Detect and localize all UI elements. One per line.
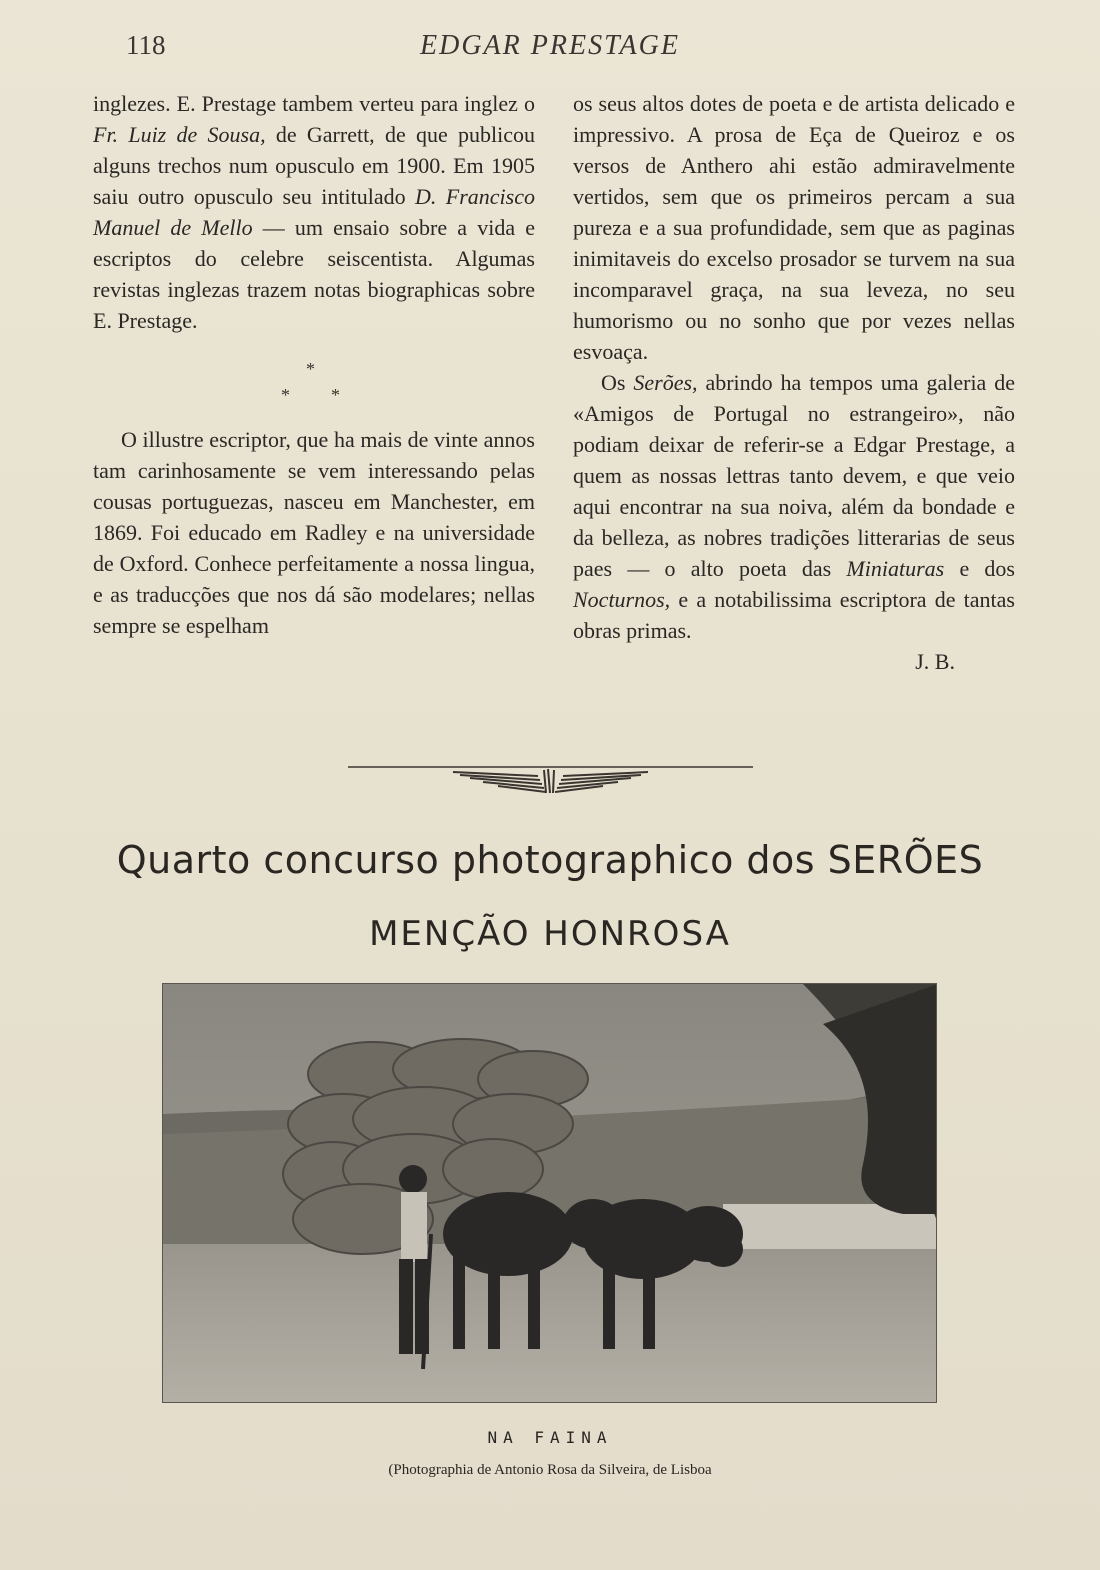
text-run: abrindo ha tempos uma galeria de «Amigos de Portugal no estrangeiro», não podiam deixar de referir-se a Edgar Prestage, a quem as nossas lettras tanto devem, e que veio aqui encontrar na sua noiva, além da bondade e da belleza, as nobres tradições litterarias de seus paes — o alto poeta das: [573, 370, 1016, 581]
italic-title-nocturnos: Nocturnos,: [573, 587, 671, 612]
photograph: [162, 983, 937, 1403]
text-run: — um ensaio sobre a vida e escriptos do celebre seiscentista. Algumas revistas inglezas trazem notas biographicas sobre E. Prestage.: [93, 215, 536, 333]
text-run: de Garrett, de que publicou alguns trechos num opusculo em 1900. Em 1905 saiu outro opusculo seu intitulado: [93, 122, 535, 209]
ornamental-divider: [348, 764, 753, 794]
photo-credit: (Photographia de Antonio Rosa da Silveira, de Lisboa: [388, 1462, 712, 1478]
italic-title-seroes: Serões,: [633, 370, 698, 395]
text-run: e a notabilissima escriptora de tantas obras primas.: [573, 587, 1015, 643]
photo-caption-title: NA FAINA: [487, 1428, 613, 1447]
signature: J. B.: [915, 649, 955, 674]
left-column: [93, 88, 535, 641]
text-run: inglezes. E. Prestage tambem verteu para inglez o: [93, 91, 535, 116]
italic-title-fr-luiz: Fr. Luiz de Sousa,: [93, 122, 266, 147]
italic-title-francisco-manuel: D. Francisco Manuel de Mello: [93, 184, 535, 240]
honourable-mention-heading: MENÇÃO HONROSA: [369, 914, 731, 954]
page-number: 118: [126, 30, 166, 60]
right-paragraph-1: os seus altos dotes de poeta e de artista delicado e impressivo. A prosa de Eça de Queiroz e os versos de Anthero ahi estão admiravelmente vertidos, sem que os primeiros percam a sua pureza e a sua profundidade, sem que as paginas inimitaveis do excelso prosador se turvem na sua incomparavel graça, na sua leveza, no seu humorismo ou no sonho que por vezes nellas esvoaça.: [573, 91, 1015, 364]
asterisk: *: [281, 385, 290, 405]
text-run: e dos: [944, 556, 1015, 581]
left-paragraph-2: O illustre escriptor, que ha mais de vinte annos tam carinhosamente se vem interessando pelas cousas portuguezas, nasceu em Manchester, em 1869. Foi educado em Radley e na universidade de Oxford. Conhece perfeitamente a nossa lingua, e as traducções que nos dá são modelares; nellas sempre se espelham: [93, 427, 535, 638]
asterism: [93, 350, 535, 414]
asterisk: *: [306, 359, 315, 379]
right-column: [573, 88, 1015, 677]
text-run: Os: [601, 370, 634, 395]
left-paragraph-1: [93, 88, 535, 336]
ox-cart-photo-illustration: [163, 984, 937, 1403]
asterisk: *: [331, 385, 340, 405]
running-title: EDGAR PRESTAGE: [420, 30, 680, 61]
italic-title-miniaturas: Miniaturas: [846, 556, 945, 581]
contest-title: Quarto concurso photographico dos SERÕES: [116, 838, 984, 882]
right-paragraph-2: [573, 367, 1015, 646]
